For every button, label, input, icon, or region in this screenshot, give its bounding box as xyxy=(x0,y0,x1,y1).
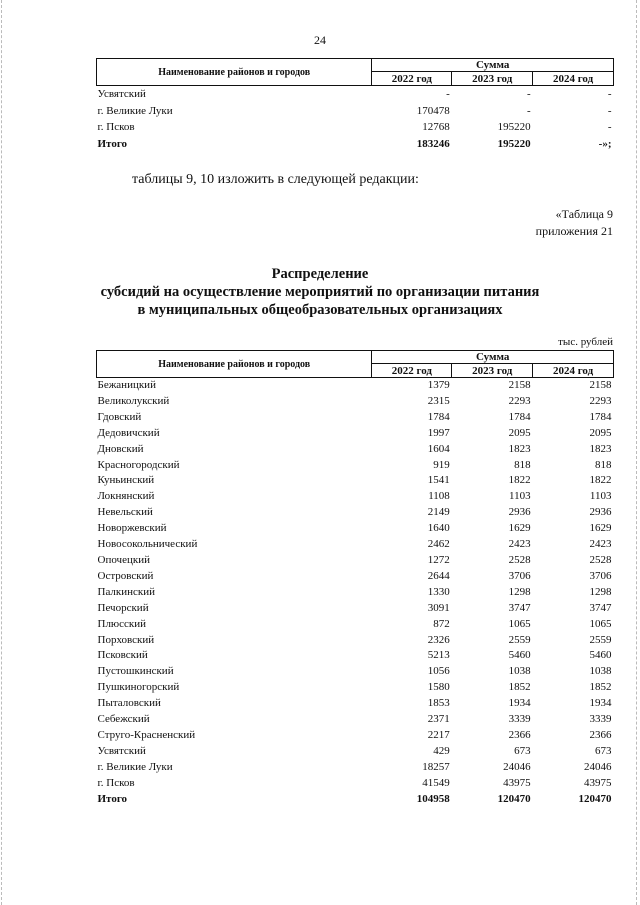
cell-2024: 2559 xyxy=(589,633,612,646)
table-row xyxy=(97,712,614,728)
cell-2022: 2315 xyxy=(427,394,450,407)
cell-2022: 919 xyxy=(433,458,450,471)
cell-name: Новоржевский xyxy=(97,522,167,535)
cell-2023: 673 xyxy=(514,744,531,757)
table-row xyxy=(97,473,614,489)
cell-2022: 429 xyxy=(433,744,450,757)
table-row xyxy=(97,394,614,410)
cell-2023: 1784 xyxy=(508,410,531,423)
cell-name: Псковский xyxy=(97,649,148,662)
cell-name: Невельский xyxy=(97,506,153,519)
cell-2022: 12768 xyxy=(422,121,450,133)
cell-2024: - xyxy=(607,104,612,117)
cell-2023: 2559 xyxy=(508,633,531,646)
cell-2024: 1784 xyxy=(589,410,612,423)
cell-name: Печорский xyxy=(97,601,149,614)
table-2 xyxy=(96,350,614,807)
cell-name: г. Великие Луки xyxy=(97,104,173,117)
table-row xyxy=(97,617,614,633)
document-title xyxy=(0,265,640,319)
cell-2022: 2217 xyxy=(427,728,450,741)
table-row xyxy=(97,426,614,442)
table-row xyxy=(97,378,614,394)
cell-2024: 1629 xyxy=(589,522,612,535)
cell-2023: 43975 xyxy=(503,776,531,789)
cell-2022: 18257 xyxy=(422,760,450,773)
cell-name: Усвятский xyxy=(97,744,146,757)
cell-2022: - xyxy=(446,88,450,100)
cell-name: Струго-Красненский xyxy=(97,728,196,741)
table1-header-name: Наименование районов и городов xyxy=(97,59,372,86)
table-ref-line1: «Таблица 9 xyxy=(555,207,613,221)
cell-2022: 1541 xyxy=(427,474,450,487)
title-line-1: Распределение xyxy=(271,266,369,282)
table-row xyxy=(97,569,614,585)
cell-2024: 43975 xyxy=(584,776,612,789)
cell-2022: 1272 xyxy=(427,553,450,566)
cell-2023: 1103 xyxy=(509,490,531,503)
cell-2022: 1640 xyxy=(427,522,450,535)
cell-2023: 1038 xyxy=(508,665,531,678)
cell-2023: 1629 xyxy=(508,522,531,535)
cell-2022: 2149 xyxy=(427,506,450,519)
cell-name: Усвятский xyxy=(97,88,146,100)
table-row xyxy=(97,521,614,537)
cell-name: Порховский xyxy=(97,633,155,646)
table2-header-sum: Сумма xyxy=(372,351,614,364)
cell-name: Куньинский xyxy=(97,474,155,487)
right-margin-line xyxy=(636,0,637,905)
cell-name: Палкинский xyxy=(97,585,156,598)
cell-2024: 1065 xyxy=(589,617,612,630)
unit-label: тыс. рублей xyxy=(558,336,613,348)
cell-2024: 5460 xyxy=(589,649,612,662)
cell-2022: 2371 xyxy=(427,713,450,726)
cell-name: Локнянский xyxy=(97,490,155,503)
cell-2023: 5460 xyxy=(508,649,531,662)
cell-2024: 1852 xyxy=(589,681,612,694)
cell-2023: 120470 xyxy=(497,792,531,805)
cell-2023: 2423 xyxy=(508,538,531,551)
cell-2024: 2293 xyxy=(589,394,612,407)
cell-2022: 2462 xyxy=(427,538,450,551)
cell-2023: 195220 xyxy=(497,121,531,133)
table-row xyxy=(97,601,614,617)
table-row xyxy=(97,648,614,664)
cell-2023: 3339 xyxy=(508,713,531,726)
cell-2023: 2095 xyxy=(508,426,531,439)
cell-name: Плюсский xyxy=(97,617,147,630)
cell-2023: 2528 xyxy=(508,553,531,566)
cell-2024: - xyxy=(607,121,612,133)
cell-2022: 1056 xyxy=(427,665,450,678)
cell-name: Пыталовский xyxy=(97,697,161,710)
table-row xyxy=(97,792,614,808)
cell-2023: 1298 xyxy=(508,585,531,598)
cell-2023: 24046 xyxy=(503,760,531,773)
table2-header-2023: 2023 год xyxy=(452,364,533,378)
table-row xyxy=(97,505,614,521)
cell-2022: 104958 xyxy=(416,792,450,805)
cell-2024: 3747 xyxy=(589,601,612,614)
table-ref-line2: приложения 21 xyxy=(535,224,613,238)
cell-2023: 1934 xyxy=(508,697,531,710)
cell-2024: 3339 xyxy=(589,713,612,726)
cell-2024: 2936 xyxy=(589,506,612,519)
cell-name: г. Псков xyxy=(97,776,135,789)
table1-header-2022: 2022 год xyxy=(372,72,452,86)
cell-name: Итого xyxy=(97,792,128,805)
cell-2022: 170478 xyxy=(416,104,450,117)
cell-name: Пушкиногорский xyxy=(97,681,180,694)
cell-2023: - xyxy=(526,88,531,100)
cell-2024: -»; xyxy=(598,137,612,150)
page-number: 24 xyxy=(314,33,326,47)
cell-2022: 2326 xyxy=(427,633,450,646)
cell-2022: 1108 xyxy=(428,490,450,503)
cell-2024: 2528 xyxy=(589,553,612,566)
table2-header-2022: 2022 год xyxy=(372,364,452,378)
cell-2022: 1853 xyxy=(427,697,450,710)
cell-2022: 183246 xyxy=(416,137,450,150)
cell-2022: 41549 xyxy=(422,776,450,789)
cell-2024: 818 xyxy=(595,458,612,471)
amendment-text: таблицы 9, 10 изложить в следующей редакции: xyxy=(132,172,419,187)
cell-2023: 1823 xyxy=(508,442,531,455)
table1-header-sum: Сумма xyxy=(372,59,614,72)
cell-name: Бежаницкий xyxy=(97,379,156,391)
cell-2024: 1038 xyxy=(589,665,612,678)
table-row xyxy=(97,744,614,760)
table-row xyxy=(97,633,614,649)
table2-header-name: Наименование районов и городов xyxy=(97,351,372,378)
cell-2024: 673 xyxy=(595,744,612,757)
cell-2023: - xyxy=(526,104,531,117)
cell-name: Дедовичский xyxy=(97,426,160,439)
table-1 xyxy=(96,58,614,152)
cell-2024: 2423 xyxy=(589,538,612,551)
table-row xyxy=(97,760,614,776)
table-row xyxy=(97,86,614,103)
cell-2022: 1997 xyxy=(427,426,450,439)
title-line-3: в муниципальных общеобразовательных организациях xyxy=(137,302,503,318)
cell-2022: 872 xyxy=(433,617,450,630)
table1-header-2024: 2024 год xyxy=(533,72,614,86)
cell-2023: 818 xyxy=(514,458,531,471)
table-row xyxy=(97,664,614,680)
table2-header-2024: 2024 год xyxy=(533,364,614,378)
cell-name: Островский xyxy=(97,569,154,582)
cell-2022: 3091 xyxy=(427,601,450,614)
cell-name: Великолукский xyxy=(97,394,170,407)
cell-2023: 2366 xyxy=(508,728,531,741)
cell-2024: 2095 xyxy=(589,426,612,439)
table-row xyxy=(97,103,614,120)
cell-2022: 1379 xyxy=(427,379,450,391)
cell-name: г. Великие Луки xyxy=(97,760,173,773)
cell-2024: 1822 xyxy=(589,474,612,487)
cell-2024: 1823 xyxy=(589,442,612,455)
table-row xyxy=(97,489,614,505)
table-row xyxy=(97,585,614,601)
cell-2022: 1784 xyxy=(427,410,450,423)
cell-2023: 3747 xyxy=(508,601,531,614)
table-row xyxy=(97,553,614,569)
cell-2022: 2644 xyxy=(427,569,450,582)
cell-name: г. Псков xyxy=(97,121,135,133)
cell-2024: 120470 xyxy=(578,792,612,805)
table-row xyxy=(97,537,614,553)
cell-2023: 2936 xyxy=(508,506,531,519)
cell-2023: 1822 xyxy=(508,474,531,487)
cell-name: Итого xyxy=(97,137,128,150)
cell-2024: 1934 xyxy=(589,697,612,710)
table-row xyxy=(97,696,614,712)
cell-2023: 1065 xyxy=(508,617,531,630)
table-row xyxy=(97,136,614,153)
table1-header-2023: 2023 год xyxy=(452,72,533,86)
cell-2024: - xyxy=(607,88,612,100)
cell-name: Пустошкинский xyxy=(97,665,174,678)
table-row xyxy=(97,442,614,458)
cell-2024: 24046 xyxy=(584,760,612,773)
cell-2022: 1330 xyxy=(427,585,450,598)
cell-2023: 3706 xyxy=(508,569,531,582)
cell-2024: 2158 xyxy=(589,379,612,391)
cell-name: Себежский xyxy=(97,713,150,726)
table-row xyxy=(97,410,614,426)
table-row xyxy=(97,119,614,136)
cell-name: Гдовский xyxy=(97,410,142,423)
cell-name: Дновский xyxy=(97,442,144,455)
cell-name: Красногородский xyxy=(97,458,180,471)
left-margin-line xyxy=(1,0,2,905)
cell-2024: 2366 xyxy=(589,728,612,741)
table-row xyxy=(97,776,614,792)
cell-2022: 1580 xyxy=(427,681,450,694)
cell-2024: 1103 xyxy=(589,490,612,503)
table-row xyxy=(97,680,614,696)
cell-2024: 1298 xyxy=(589,585,612,598)
cell-name: Опочецкий xyxy=(97,553,150,566)
cell-name: Новосокольнический xyxy=(97,538,198,551)
cell-2022: 1604 xyxy=(427,442,450,455)
cell-2024: 3706 xyxy=(589,569,612,582)
cell-2023: 195220 xyxy=(497,137,531,150)
title-line-2: субсидий на осуществление мероприятий по организации питания xyxy=(100,284,540,300)
table-row xyxy=(97,458,614,474)
cell-2023: 2158 xyxy=(508,379,531,391)
cell-2023: 2293 xyxy=(508,394,531,407)
table-row xyxy=(97,728,614,744)
cell-2023: 1852 xyxy=(508,681,531,694)
cell-2022: 5213 xyxy=(427,649,450,662)
